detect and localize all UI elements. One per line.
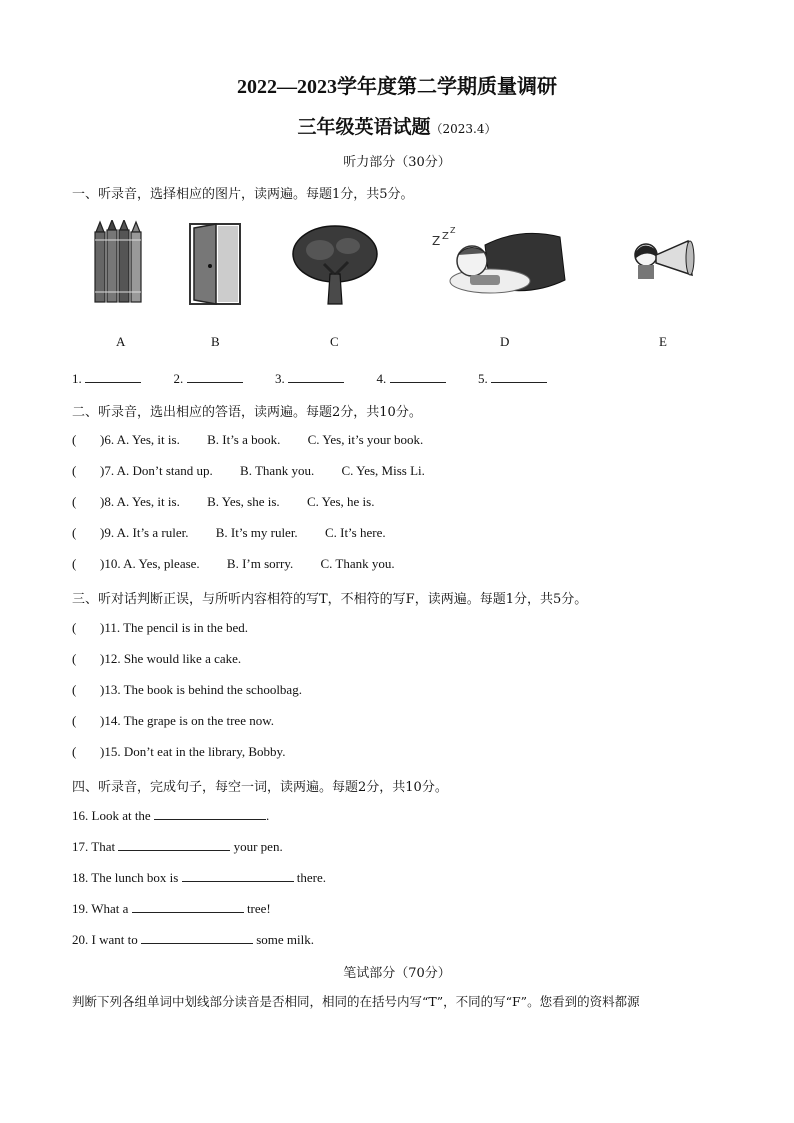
question-18-after: there. — [296, 870, 327, 885]
picture-letter-b: B — [211, 334, 220, 349]
answer-paren[interactable]: ( — [72, 713, 77, 728]
answer-row — [72, 370, 547, 387]
question-13 — [72, 682, 302, 698]
question-18 — [72, 869, 326, 886]
section4-heading: 四、听录音，完成句子，每空一词，读两遍。每题2分，共10分。 — [72, 780, 448, 795]
answer-paren[interactable]: ( — [72, 525, 77, 540]
girl-megaphone-icon — [630, 235, 700, 290]
answer-paren[interactable]: ( — [72, 556, 77, 571]
question-16-after: . — [265, 808, 270, 823]
door-icon — [188, 222, 243, 307]
fill-blank-16[interactable] — [154, 807, 266, 820]
footer-instruction: 判断下列各组单词中划线部分读音是否相同，相同的在括号内写“T”，不同的写“F”。您看到的资料都源 — [72, 994, 640, 1009]
answer-paren[interactable]: ( — [72, 463, 77, 478]
question-19-after: tree! — [246, 901, 271, 916]
sleeping-boy-icon — [430, 225, 570, 300]
question-6-b: B. It’s a book. — [207, 432, 281, 447]
question-18-before: 18. The lunch box is — [72, 870, 179, 885]
question-11 — [72, 620, 248, 636]
question-9-b: B. It’s my ruler. — [215, 525, 298, 540]
answer-blank-3[interactable] — [288, 370, 344, 383]
exam-title: 2022—2023学年度第二学期质量调研 — [237, 76, 557, 98]
section1-heading: 一、听录音，选择相应的图片，读两遍。每题1分，共5分。 — [72, 187, 414, 202]
answer-label-3: 3. — [275, 371, 285, 386]
question-20 — [72, 931, 314, 948]
question-20-after: some milk. — [256, 932, 314, 947]
answer-blank-4[interactable] — [390, 370, 446, 383]
fill-blank-18[interactable] — [182, 869, 294, 882]
question-11-text: )11. The pencil is in the bed. — [100, 620, 249, 635]
exam-subtitle — [0, 112, 794, 139]
question-8-a: )8. A. Yes, it is. — [100, 494, 180, 509]
question-13-text: )13. The book is behind the schoolbag. — [100, 682, 302, 697]
section2-heading: 二、听录音，选出相应的答语，读两遍。每题2分，共10分。 — [72, 405, 422, 420]
fill-blank-19[interactable] — [132, 900, 244, 913]
answer-paren[interactable]: ( — [72, 744, 77, 759]
picture-letter-a: A — [116, 334, 126, 349]
question-12 — [72, 651, 241, 667]
answer-paren[interactable]: ( — [72, 432, 77, 447]
fill-blank-17[interactable] — [118, 838, 230, 851]
exam-date: （2023.4） — [430, 122, 497, 136]
tree-icon — [290, 222, 380, 307]
question-14 — [72, 713, 274, 729]
subtitle-text: 三年级英语试题 — [297, 116, 431, 138]
answer-label-5: 5. — [478, 371, 488, 386]
answer-blank-5[interactable] — [491, 370, 547, 383]
answer-label-1: 1. — [72, 371, 82, 386]
question-20-before: 20. I want to — [72, 932, 138, 947]
question-9 — [72, 525, 386, 541]
question-9-a: )9. A. It’s a ruler. — [100, 525, 189, 540]
question-6-c: C. Yes, it’s your book. — [307, 432, 424, 447]
crayons-icon — [90, 220, 150, 305]
fill-blank-20[interactable] — [141, 931, 253, 944]
question-19-before: 19. What a — [72, 901, 129, 916]
question-15 — [72, 744, 285, 760]
answer-label-2: 2. — [173, 371, 184, 386]
question-8 — [72, 494, 374, 510]
question-10-b: B. I’m sorry. — [226, 556, 294, 571]
question-16-before: 16. Look at the — [72, 808, 151, 823]
question-16 — [72, 807, 269, 824]
answer-label-4: 4. — [376, 371, 387, 386]
writing-part-label: 笔试部分（70分） — [343, 966, 451, 981]
svg-text:Z: Z — [442, 231, 449, 242]
answer-paren[interactable]: ( — [72, 620, 77, 635]
question-9-c: C. It’s here. — [324, 525, 386, 540]
question-8-c: C. Yes, he is. — [306, 494, 375, 509]
question-19 — [72, 900, 271, 917]
question-8-b: B. Yes, she is. — [207, 494, 280, 509]
question-6-a: )6. A. Yes, it is. — [100, 432, 180, 447]
picture-letter-e: E — [659, 334, 667, 349]
question-10-a: )10. A. Yes, please. — [100, 556, 200, 571]
question-7-b: B. Thank you. — [240, 463, 315, 478]
question-6 — [72, 432, 423, 448]
question-10-c: C. Thank you. — [320, 556, 395, 571]
answer-blank-1[interactable] — [85, 370, 141, 383]
question-10 — [72, 556, 395, 572]
answer-paren[interactable]: ( — [72, 494, 77, 509]
picture-letter-d: D — [500, 334, 510, 349]
picture-letter-c: C — [330, 334, 339, 349]
answer-paren[interactable]: ( — [72, 682, 77, 697]
svg-text:Z: Z — [450, 226, 456, 235]
question-7 — [72, 463, 425, 479]
question-17 — [72, 838, 283, 855]
answer-blank-2[interactable] — [187, 370, 243, 383]
svg-text:Z: Z — [432, 234, 441, 248]
question-12-text: )12. She would like a cake. — [100, 651, 242, 666]
answer-paren[interactable]: ( — [72, 651, 77, 666]
question-15-text: )15. Don’t eat in the library, Bobby. — [100, 744, 286, 759]
question-7-c: C. Yes, Miss Li. — [341, 463, 425, 478]
question-17-before: 17. That — [72, 839, 116, 854]
section3-heading: 三、听对话判断正误，与所听内容相符的写T，不相符的写F，读两遍。每题1分，共5分。 — [72, 592, 588, 607]
question-17-after: your pen. — [233, 839, 283, 854]
question-14-text: )14. The grape is on the tree now. — [100, 713, 275, 728]
listening-part-label: 听力部分（30分） — [343, 155, 451, 170]
question-7-a: )7. A. Don’t stand up. — [100, 463, 213, 478]
